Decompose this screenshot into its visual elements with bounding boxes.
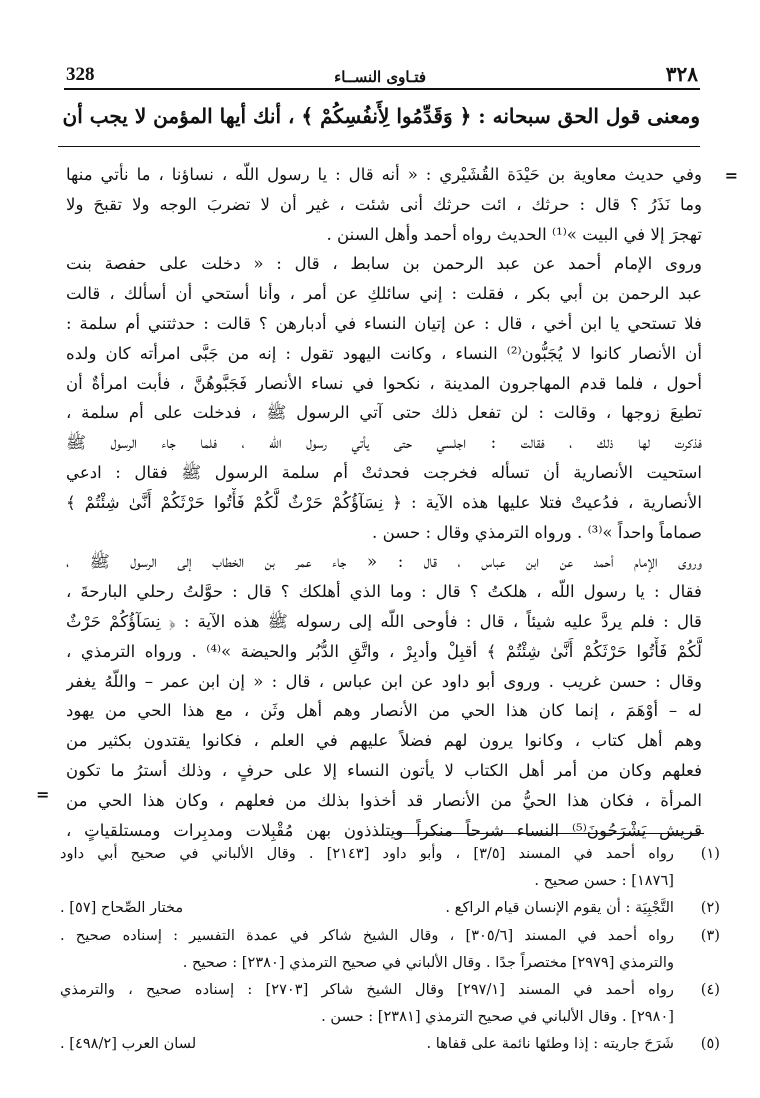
footnote-number: (٢) <box>700 899 720 917</box>
body-line: تطيعَ زوجها ، وقالت : لن تفعل ذلك حتى آتي الرسول ﷺ ، فدخلت على أم سلمة ، <box>66 403 702 423</box>
body-line: قريش يَشْرَحُونَ⁽⁵⁾ النساء شرحاً منكراً ويتلذذون بهن مُقْبِلات ومدبِرات ومستلقياتٍ ، <box>66 820 702 840</box>
body-line: الأنصارية ، فدُعيتْ فتلا عليها هذه الآية : ﴿ نِسَآؤُكُمْ حَرْثٌ لَّكُمْ فَأْتُوا حَرْثَكُمْ أَنَّىٰ شِئْتُمْ ﴾ <box>66 492 702 512</box>
footnote-number: (٣) <box>700 926 720 944</box>
footnote-line <box>60 840 720 867</box>
footnotes <box>60 840 720 1058</box>
footnote-number: (٥) <box>700 1035 720 1053</box>
running-title: فتـاوى النســاء <box>334 68 427 86</box>
footnote-line <box>60 894 720 921</box>
body-line: أن الأنصار كانوا لا يُجَبُّون⁽²⁾ النساء ، وكانت اليهود تقول : إنه من جَبَّى امرأته كان ولده <box>66 343 702 363</box>
body-line: وروى الإمام أحمد عن عبد الرحمن بن سابط ، قال : « دخلت على حفصة بنت <box>66 254 702 274</box>
footnote-source: مختار الصِّحاح [٥٧] . <box>60 899 184 917</box>
body-line: عبد الرحمن بن أبي بكر ، فقلت : إني سائلكِ عن أمر ، وأنا أستحي أن أسألك ، قالت <box>66 284 702 304</box>
footnote-text: [٢٩٨٠] . وقال الألباني في صحيح الترمذي [٢٣٨١] : حسن . <box>321 1008 674 1026</box>
lead-line: ومعنى قول الحق سبحانه : ﴿ وَقَدِّمُوا لِأَنفُسِكُمْ ﴾ ، أنك أيها المؤمن لا يجب أن <box>62 104 700 128</box>
body-text <box>66 160 702 845</box>
body-line: استحيت الأنصارية أن تسأله فخرجت فحدثتْ أم سلمة الرسول ﷺ فقال : ادعي <box>66 462 702 482</box>
footnote-rule <box>392 833 704 834</box>
footnote-text: [١٨٧٦] : حسن صحيح . <box>534 872 674 890</box>
body-line: فعلهم وكان من أمر أهل الكتاب لا يأتون النساء إلا على حرفٍ ، وذلك أسترُ ما تكون <box>66 760 702 780</box>
body-line: وفي حديث معاوية بن حَيْدَة القُشَيْري : « أنه قال : يا رسول اللّه ، نساؤنا ، ما نأتي منها <box>66 165 702 184</box>
body-line: وما نَذَرُ ؟ قال : حرثك ، ائت حرثك أنى شئت ، غير أن لا تضربَ الوجه ولا تقبحَ ولا <box>66 194 702 214</box>
footnote-text: رواه أحمد في المسند [٢٩٧/١] وقال الشيخ شاكر [٢٧٠٣] : إسناده صحيح ، والترمذي <box>60 980 674 998</box>
footnote-line <box>60 1030 720 1057</box>
header-rule <box>64 88 700 90</box>
body-line: لَّكُمْ فَأْتُوا حَرْثَكُمْ أَنَّىٰ شِئْتُمْ ﴾ أقبِلْ وأدبِرْ ، واتَّقِ الدُّبُر والحيضة »⁽⁴⁾ . ورواه الترمذي ، <box>66 641 702 661</box>
body-line: قال : فلم يردَّ عليه شيئاً ، قال : فأوحى اللّه إلى رسوله ﷺ هذه الآية : ﴿ نِسَآؤُكُمْ حَرْثٌ <box>66 611 702 631</box>
body-line: وهم أهل كتاب ، وكانوا يرون لهم فضلاً عليهم في العلم ، فكانوا يقتدون بكثير من <box>66 731 702 751</box>
footnote-text: شَرَحَ جاريته : إذا وطئها نائمة على قفاها . <box>426 1035 674 1053</box>
body-line: فذكرت لها ذلك ، فقالت : اجلسي حتى يأتي رسول اللّه ، فلما جاء الرسول ﷺ <box>66 433 702 453</box>
footnote-number: (١) <box>700 845 720 862</box>
section-rule <box>58 146 700 147</box>
footnote-line <box>60 922 720 949</box>
footnote-line <box>60 867 720 894</box>
body-line: وقال : حسن غريب . وروى أبو داود عن ابن عباس ، قال : « إن ابن عمر – واللّهُ يغفر <box>66 671 702 691</box>
footnote-number: (٤) <box>700 980 720 998</box>
body-line: فلا تستحي يا ابن أخي ، قال : عن إتيان النساء في أدبارهن ؟ قالت : حدثتني أم سلمة : <box>66 313 702 333</box>
page-number-latin: 328 <box>66 64 95 85</box>
body-line: المرأة ، فكان هذا الحيُّ من الأنصار قد أخذوا بذلك من فعلهم ، وكان هذا الحي من <box>66 790 702 810</box>
continuation-mark-top: = <box>724 166 738 185</box>
body-line: له – أوْهَمَ ، إنما كان هذا الحي من الأنصار وهم أهل وثَن ، مع هذا الحي من يهود <box>66 701 702 721</box>
footnote-text: رواه أحمد في المسند [٣/٥] ، وأبو داود [٢١٤٣] . وقال الألباني في صحيح أبي داود <box>60 845 674 862</box>
body-line: صماماً واحداً »⁽³⁾ . ورواه الترمذي وقال : حسن . <box>372 522 702 542</box>
body-line: وروى الإمام أحمد عن ابن عباس ، قال : « جاء عمر بن الخطاب إلى الرسول ﷺ ، <box>66 552 702 572</box>
footnote-line <box>60 976 720 1003</box>
footnote-text: والترمذي [٢٩٧٩] مختصراً جدًا . وقال الألباني في صحيح الترمذي [٢٣٨٠] : صحيح . <box>182 953 674 971</box>
body-line: تهجرَ إلا في البيت »⁽¹⁾ الحديث رواه أحمد وأهل السنن . <box>326 224 702 244</box>
footnote-text: التَّجْبِيَة : أن يقوم الإنسان قيام الراكع . <box>445 899 674 917</box>
footnote-text: رواه أحمد في المسند [٣٠٥/٦] ، وقال الشيخ شاكر في عمدة التفسير : إسناده صحيح . <box>60 926 674 944</box>
body-line: أحول ، فلما قدم المهاجرون المدينة ، نكحوا في نساء الأنصار فَجَبَّوهُنَّ ، فأبت امرأةٌ أن <box>66 373 702 393</box>
page-number-arabic: ٣٢٨ <box>665 62 698 86</box>
continuation-mark-bottom: = <box>36 785 50 804</box>
page-header <box>66 58 698 86</box>
footnote-source: لسان العرب [٤٩٨/٢] . <box>60 1035 197 1053</box>
body-line: فقال : يا رسول اللّه ، هلكتُ ؟ قال : وما الذي أهلكك ؟ قال : حوَّلتُ رحلي البارحةَ ، <box>66 582 702 602</box>
footnote-line <box>60 1003 720 1030</box>
footnote-line <box>60 949 720 976</box>
